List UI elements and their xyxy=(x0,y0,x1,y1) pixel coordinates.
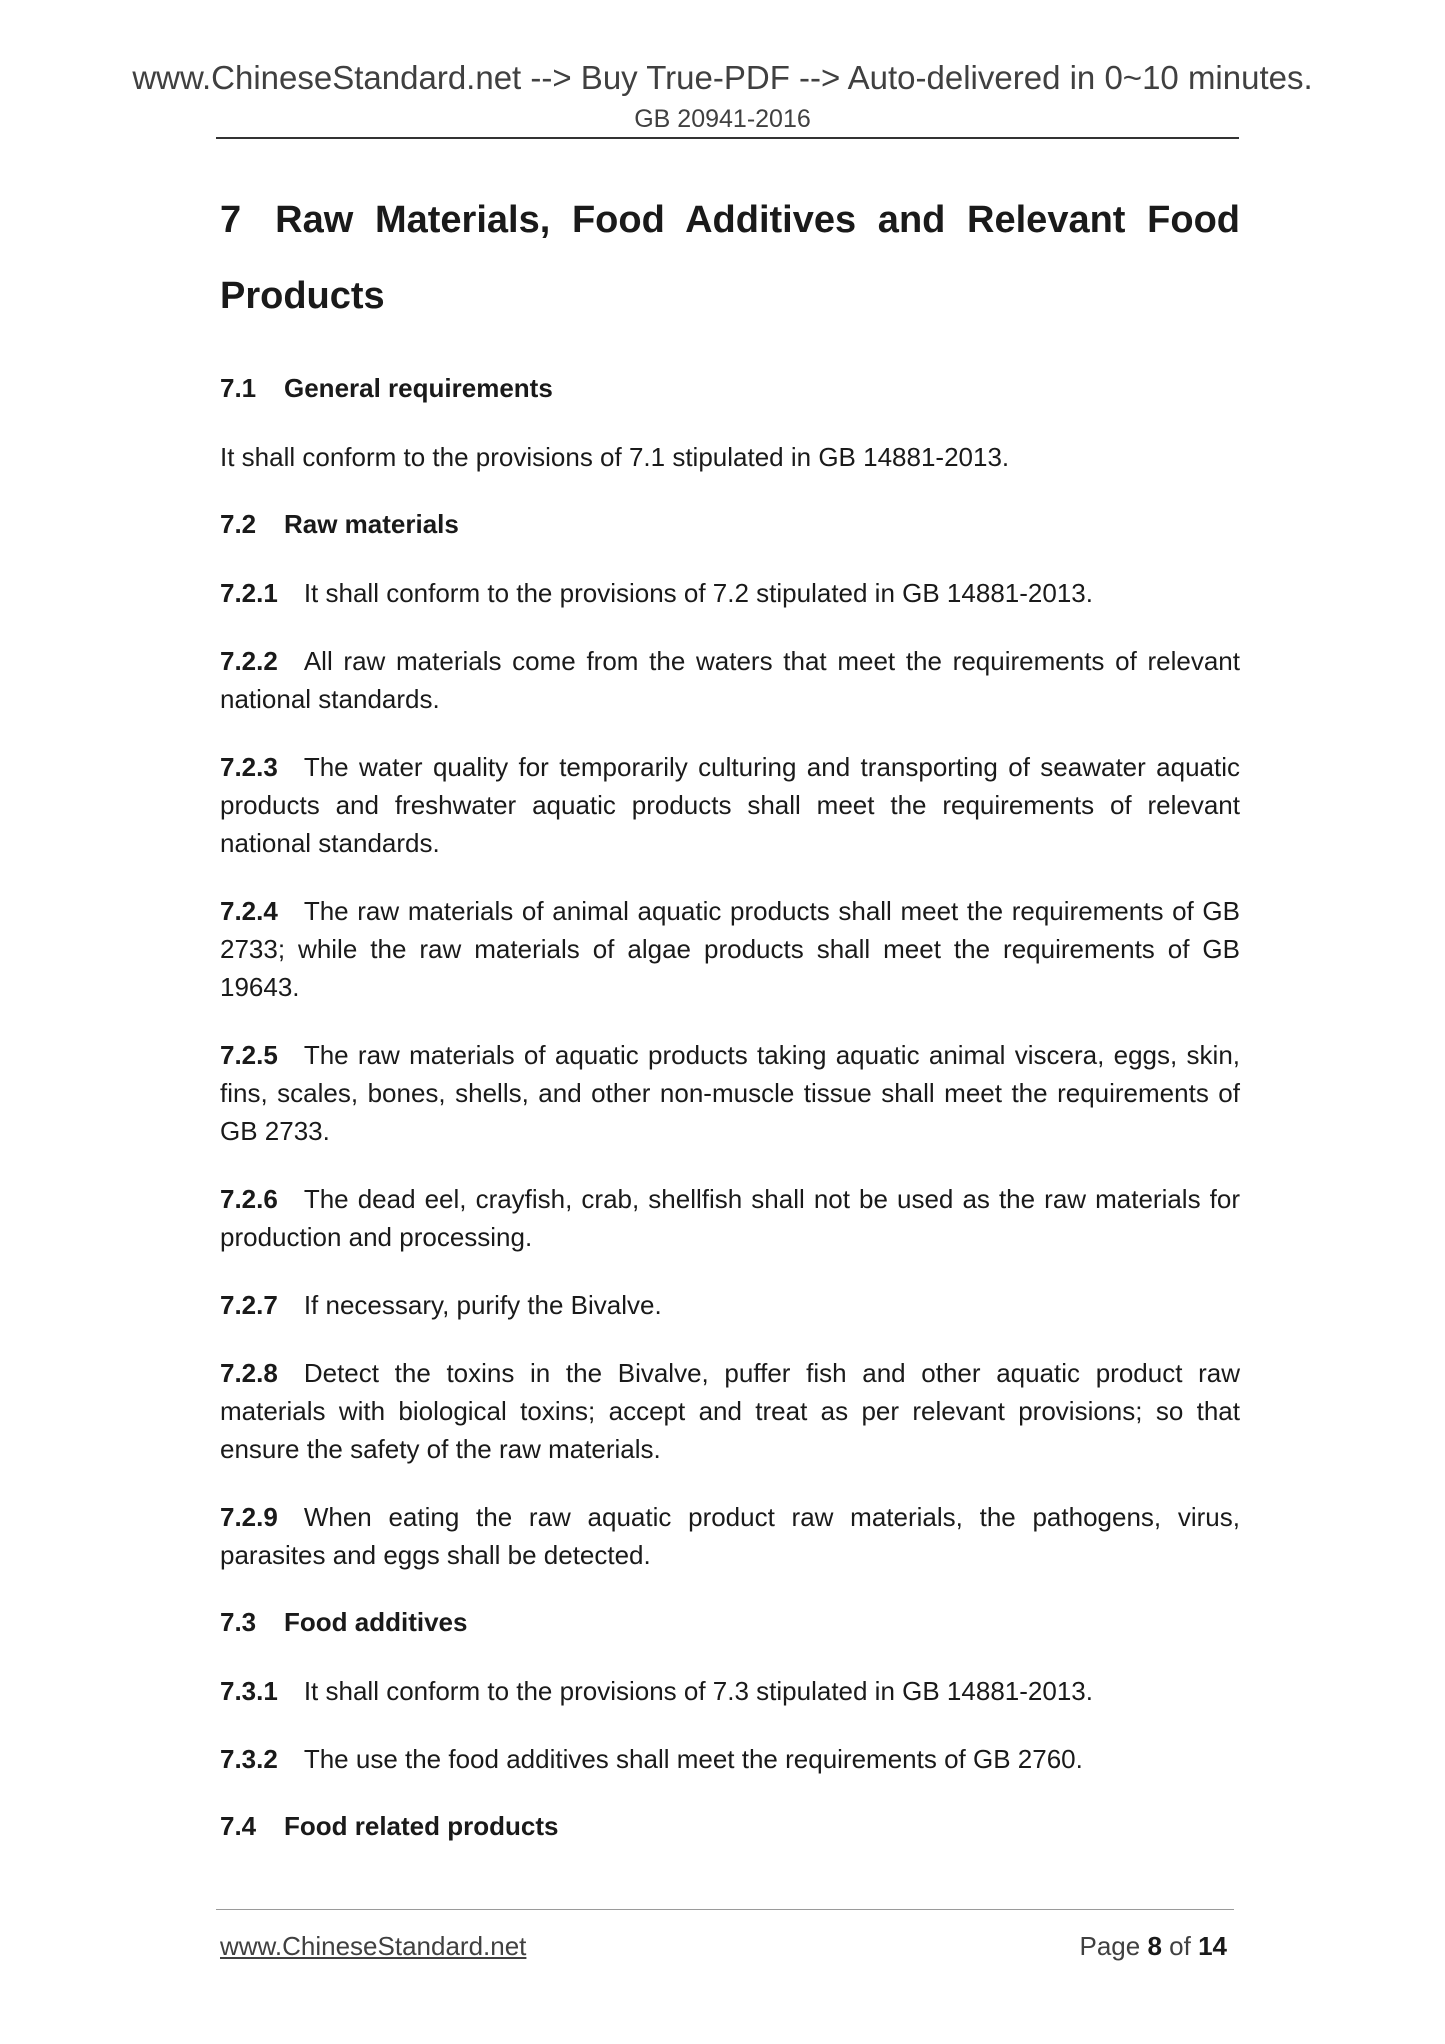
paragraph xyxy=(220,438,1240,476)
paragraph-text: The dead eel, crayfish, crab, shellfish shall not be used as the raw materials for production and processing. xyxy=(220,1184,1240,1252)
clause-paragraph xyxy=(220,1354,1240,1468)
clause-paragraph xyxy=(220,1286,1240,1324)
clause-number: 7.2.8 xyxy=(220,1358,278,1388)
clause-number: 7.2.2 xyxy=(220,646,278,676)
section-heading xyxy=(220,182,1240,334)
paragraph-text: When eating the raw aquatic product raw materials, the pathogens, virus, parasites and eggs shall be detected. xyxy=(220,1502,1240,1570)
clause-number: 7.2.4 xyxy=(220,896,278,926)
section-number: 7 xyxy=(220,199,242,241)
page-prefix: Page xyxy=(1079,1931,1141,1961)
total-page-number: 14 xyxy=(1198,1931,1227,1961)
clause-paragraph xyxy=(220,1036,1240,1150)
paragraph-text: It shall conform to the provisions of 7.1 stipulated in GB 14881-2013. xyxy=(220,442,1010,472)
clause-paragraph xyxy=(220,1740,1240,1778)
clause-number: 7.2.1 xyxy=(220,578,278,608)
clause-title: Raw materials xyxy=(284,509,459,539)
clause-paragraph xyxy=(220,892,1240,1006)
paragraph-text: All raw materials come from the waters that meet the requirements of relevant national standards. xyxy=(220,646,1240,714)
clause-number: 7.1 xyxy=(220,373,257,403)
document-number: GB 20941-2016 xyxy=(634,105,811,133)
paragraph-text: It shall conform to the provisions of 7.3 stipulated in GB 14881-2013. xyxy=(303,1676,1093,1706)
clause-title: Food additives xyxy=(284,1607,468,1637)
footer-website-link[interactable]: www.ChineseStandard.net xyxy=(220,1931,527,1961)
clause-number: 7.2.6 xyxy=(220,1184,278,1214)
clause-title: General requirements xyxy=(284,373,553,403)
clause-paragraph xyxy=(220,1180,1240,1256)
clause-title: Food related products xyxy=(284,1811,559,1841)
clause-number: 7.3.2 xyxy=(220,1744,278,1774)
paragraph-text: The raw materials of aquatic products taking aquatic animal viscera, eggs, skin, fins, scales, bones, shells, and other non-muscle tissue shall meet the requirements of GB 2733. xyxy=(220,1040,1240,1146)
footer-divider xyxy=(216,1909,1234,1910)
page-indicator xyxy=(1079,1930,1227,1962)
paragraph-text: The raw materials of animal aquatic products shall meet the requirements of GB 2733; while the raw materials of algae products shall meet the requirements of GB 19643. xyxy=(220,896,1240,1002)
page-of: of xyxy=(1169,1931,1191,1961)
paragraph-text: It shall conform to the provisions of 7.2 stipulated in GB 14881-2013. xyxy=(303,578,1093,608)
clause-number: 7.2 xyxy=(220,509,257,539)
subsection-heading xyxy=(220,1808,1240,1844)
header-banner: www.ChineseStandard.net --> Buy True-PDF --> Auto-delivered in 0~10 minutes. xyxy=(132,59,1313,96)
clause-number: 7.3.1 xyxy=(220,1676,278,1706)
clause-number: 7.4 xyxy=(220,1811,257,1841)
subsection-heading xyxy=(220,1604,1240,1640)
clause-paragraph xyxy=(220,1672,1240,1710)
current-page-number: 8 xyxy=(1147,1931,1162,1961)
section-title: Raw Materials, Food Additives and Relevant Food Products xyxy=(220,199,1240,317)
clause-number: 7.2.7 xyxy=(220,1290,278,1320)
clause-number: 7.2.5 xyxy=(220,1040,278,1070)
subsection-heading xyxy=(220,370,1240,406)
paragraph-text: The water quality for temporarily culturing and transporting of seawater aquatic products and freshwater aquatic products shall meet the requirements of relevant national standards. xyxy=(220,752,1240,858)
page-content xyxy=(220,182,1240,1876)
clause-paragraph xyxy=(220,574,1240,612)
header-divider xyxy=(216,137,1239,139)
clause-paragraph xyxy=(220,1498,1240,1574)
paragraph-text: If necessary, purify the Bivalve. xyxy=(303,1290,662,1320)
clause-paragraph xyxy=(220,748,1240,862)
paragraph-text: Detect the toxins in the Bivalve, puffer fish and other aquatic product raw materials with biological toxins; accept and treat as per relevant provisions; so that ensure the safety of the raw materials. xyxy=(220,1358,1240,1464)
clause-number: 7.3 xyxy=(220,1607,257,1637)
clause-number: 7.2.9 xyxy=(220,1502,278,1532)
clause-number: 7.2.3 xyxy=(220,752,278,782)
subsection-heading xyxy=(220,506,1240,542)
clause-paragraph xyxy=(220,642,1240,718)
paragraph-text: The use the food additives shall meet the requirements of GB 2760. xyxy=(303,1744,1083,1774)
